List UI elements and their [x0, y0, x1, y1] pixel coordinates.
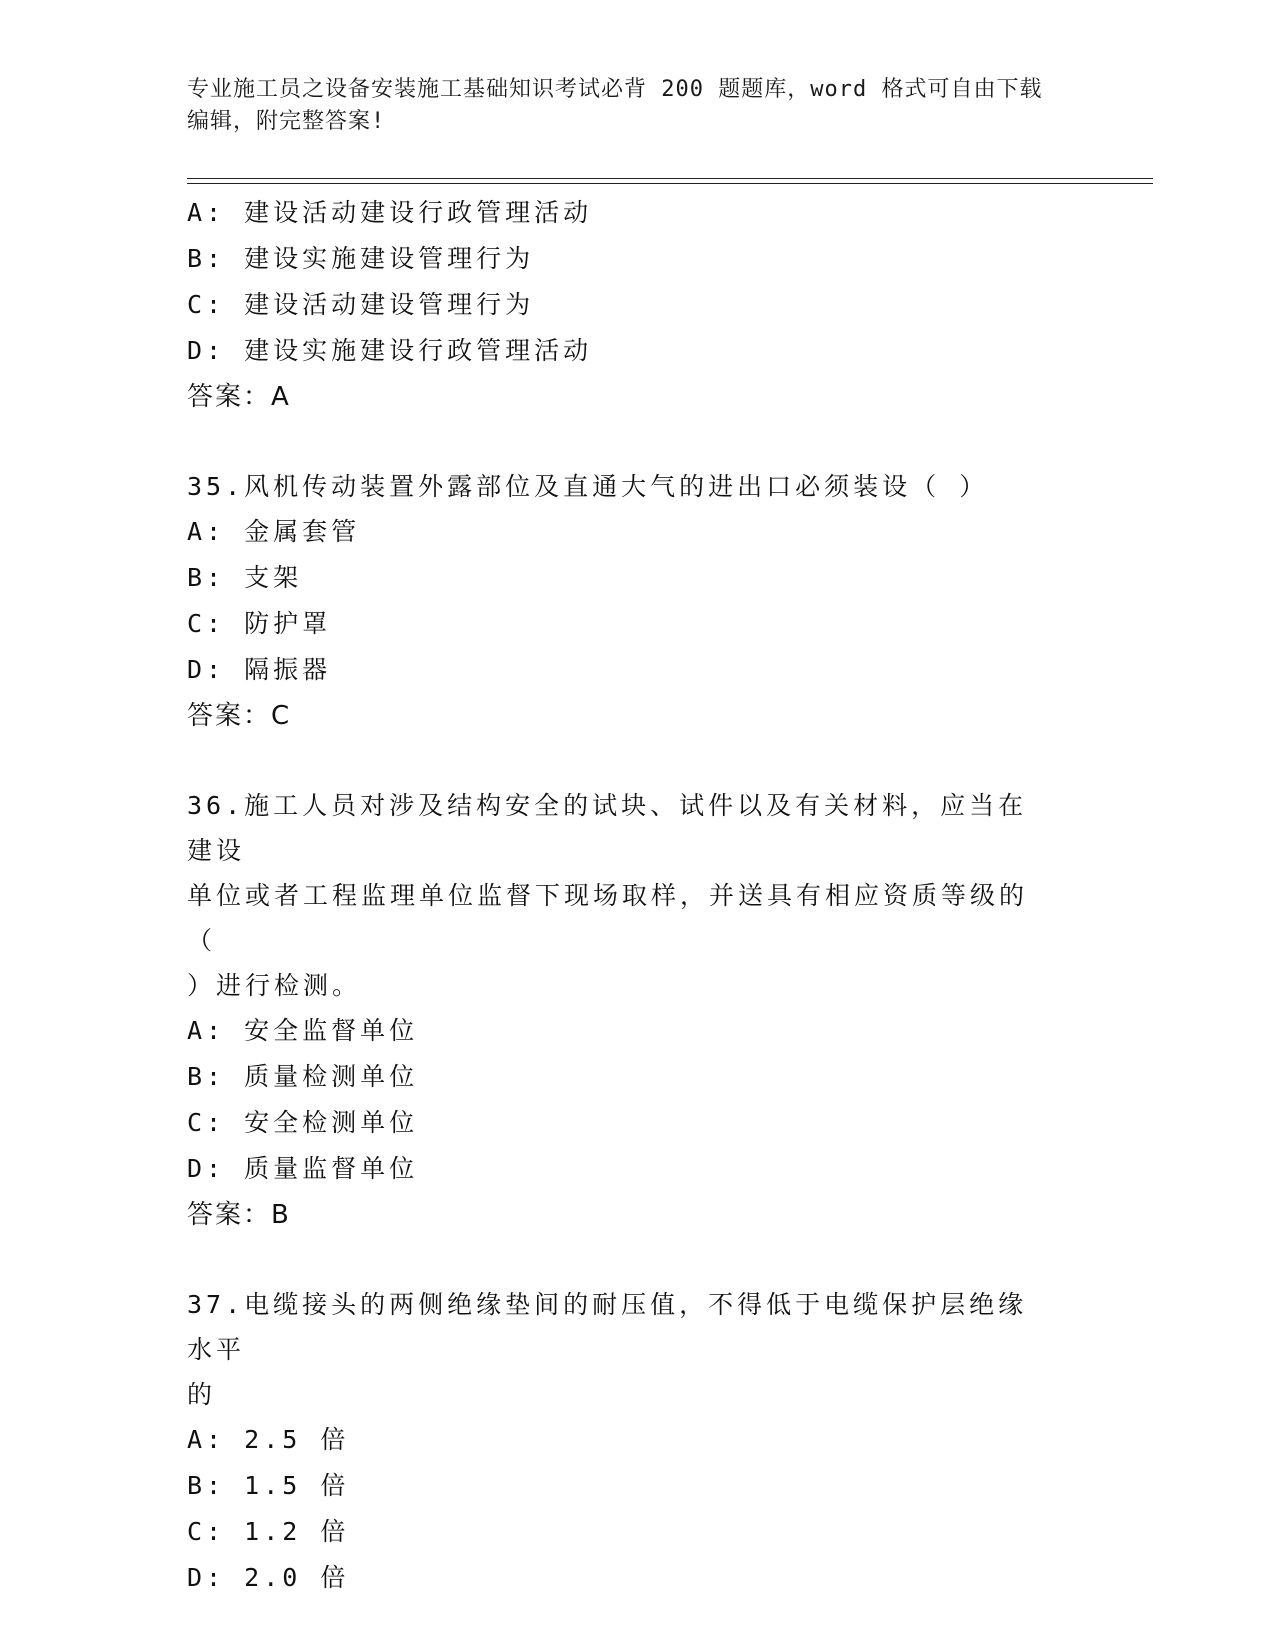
question-list: [187, 190, 1087, 1601]
option-c: C: 建设活动建设管理行为: [187, 290, 535, 319]
header-divider-top: [187, 178, 1153, 179]
option-b: B: 建设实施建设管理行为: [187, 244, 535, 273]
question-block-34: [187, 190, 1087, 420]
option-d: D: 2.0 倍: [187, 1563, 350, 1592]
question-text: 35.风机传动装置外露部位及直通大气的进出口必须装设（ ）: [187, 472, 989, 501]
question-block-36: [187, 783, 1087, 1238]
option-c: C: 防护罩: [187, 609, 332, 638]
spacer: [187, 420, 1087, 464]
question-text-line-3: ）进行检测。: [187, 971, 362, 1000]
option-c: C: 安全检测单位: [187, 1108, 419, 1137]
option-b: B: 1.5 倍: [187, 1471, 350, 1500]
option-a: A: 金属套管: [187, 517, 361, 546]
question-text-line-2: 单位或者工程监理单位监督下现场取样，并送具有相应资质等级的（: [187, 881, 1029, 955]
option-a: A: 建设活动建设行政管理活动: [187, 198, 593, 227]
question-text-line-1: 37.电缆接头的两侧绝缘垫间的耐压值，不得低于电缆保护层绝缘水平: [187, 1290, 1028, 1364]
answer-label: 答案：B: [187, 1200, 291, 1230]
question-block-35: [187, 464, 1087, 739]
question-block-37: [187, 1282, 1087, 1601]
question-text-line-2: 的: [187, 1380, 217, 1409]
option-c: C: 1.2 倍: [187, 1517, 350, 1546]
answer-label: 答案：C: [187, 701, 292, 731]
question-text-line-1: 36.施工人员对涉及结构安全的试块、试件以及有关材料，应当在建设: [187, 791, 1028, 865]
option-d: D: 隔振器: [187, 655, 332, 684]
header-divider-bottom: [187, 183, 1153, 184]
spacer: [187, 739, 1087, 783]
header-title-line-1: 专业施工员之设备安装施工基础知识考试必背 200 题题库，word 格式可自由下载: [187, 77, 1043, 102]
spacer: [187, 1238, 1087, 1282]
document-header: [187, 74, 1067, 138]
option-a: A: 2.5 倍: [187, 1425, 350, 1454]
option-a: A: 安全监督单位: [187, 1016, 419, 1045]
option-b: B: 质量检测单位: [187, 1062, 419, 1091]
answer-label: 答案：A: [187, 382, 291, 412]
option-b: B: 支架: [187, 563, 303, 592]
header-title-line-2: 编辑，附完整答案!: [187, 109, 386, 134]
option-d: D: 建设实施建设行政管理活动: [187, 336, 593, 365]
option-d: D: 质量监督单位: [187, 1154, 419, 1183]
